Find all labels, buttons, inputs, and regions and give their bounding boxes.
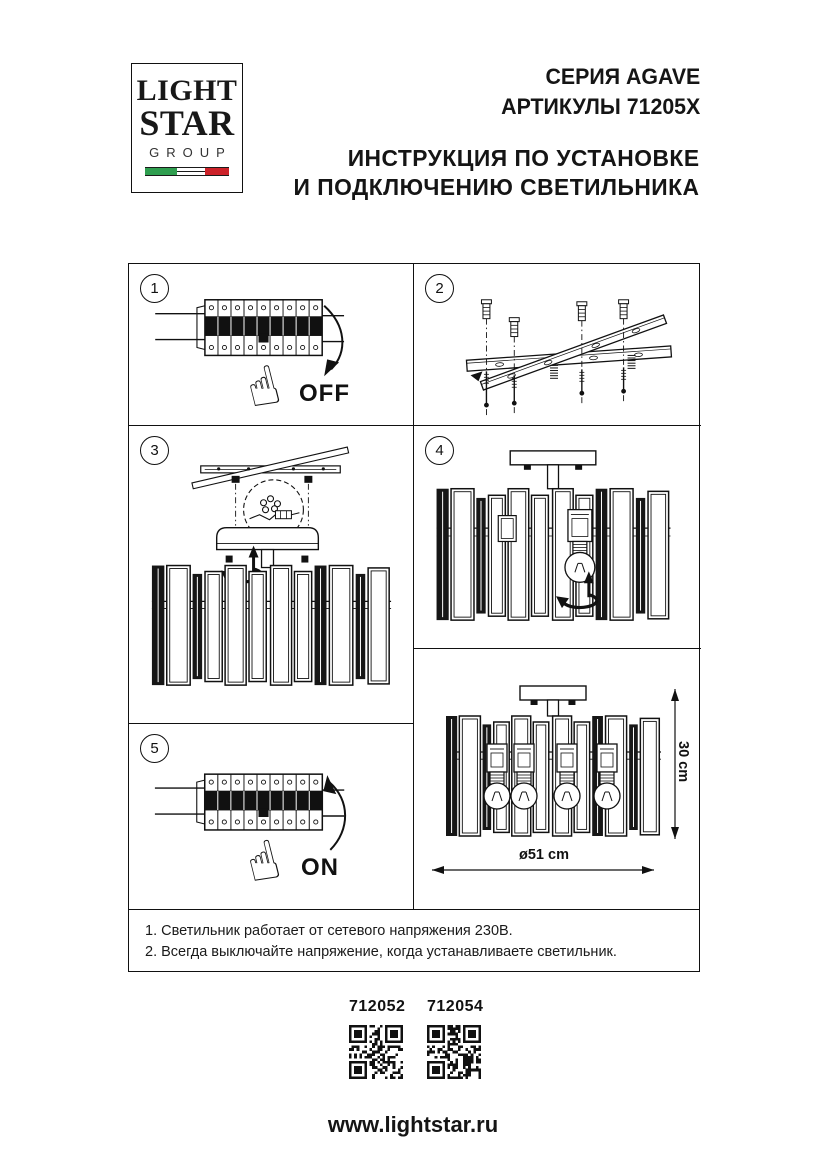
logo-word-light: LIGHT [136, 74, 238, 107]
mounting-bracket-illustration [414, 264, 701, 425]
articles-title: АРТИКУЛЫ 71205X [500, 94, 700, 119]
step-panel-2 [414, 264, 701, 426]
flag-green-segment [145, 168, 177, 175]
italian-flag-icon [145, 167, 229, 176]
qr-code-icon [349, 1025, 403, 1079]
breaker-off-illustration [129, 264, 413, 425]
diameter-dimension-label: ø51 cm [519, 847, 569, 863]
title-line-2: И ПОДКЛЮЧЕНИЮ СВЕТИЛЬНИКА [294, 174, 700, 200]
step-panel-4 [414, 426, 701, 649]
series-title: СЕРИЯ AGAVE [545, 64, 700, 89]
website-url: www.lightstar.ru [327, 1112, 499, 1137]
install-bulb-illustration [414, 426, 701, 648]
on-label: ON [301, 854, 339, 881]
step-number-badge: 5 [140, 734, 169, 763]
step-panel-1 [129, 264, 414, 426]
qr-article-label: 712052 [349, 998, 406, 1015]
note-line-2: 2. Всегда выключайте напряжение, когда устанавливаете светильник. [145, 944, 617, 960]
page-title [294, 144, 700, 202]
logo-word-group: GROUP [149, 145, 232, 160]
qr-code-icon [427, 1025, 481, 1079]
qr-block-712052 [349, 998, 406, 1079]
final-view-panel [414, 649, 701, 911]
flag-red-segment [205, 168, 229, 175]
height-dimension-label: 30 cm [675, 741, 691, 783]
instruction-grid [128, 263, 700, 910]
svg-text:☝: ☝ [239, 827, 287, 897]
title-line-1: ИНСТРУКЦИЯ ПО УСТАНОВКЕ [348, 145, 700, 171]
step-number-badge: 4 [425, 436, 454, 465]
qr-block-712054 [427, 998, 484, 1079]
step-number-badge: 2 [425, 274, 454, 303]
series-and-articles [501, 62, 700, 122]
logo-word-star: STAR [139, 103, 235, 143]
off-label: OFF [299, 380, 350, 407]
flag-white-segment [177, 168, 206, 175]
step-number-badge: 1 [140, 274, 169, 303]
qr-article-label: 712054 [427, 998, 484, 1015]
note-line-1: 1. Светильник работает от сетевого напряжения 230В. [145, 923, 513, 939]
breaker-on-illustration [129, 724, 413, 911]
safety-notes-box [128, 909, 700, 972]
step-panel-5 [129, 724, 414, 911]
attach-body-illustration [129, 426, 413, 723]
fixture-dimensions-illustration [414, 649, 701, 911]
svg-text:☝: ☝ [239, 352, 287, 422]
step-panel-3 [129, 426, 414, 724]
lightstar-logo [131, 63, 243, 193]
step-number-badge: 3 [140, 436, 169, 465]
